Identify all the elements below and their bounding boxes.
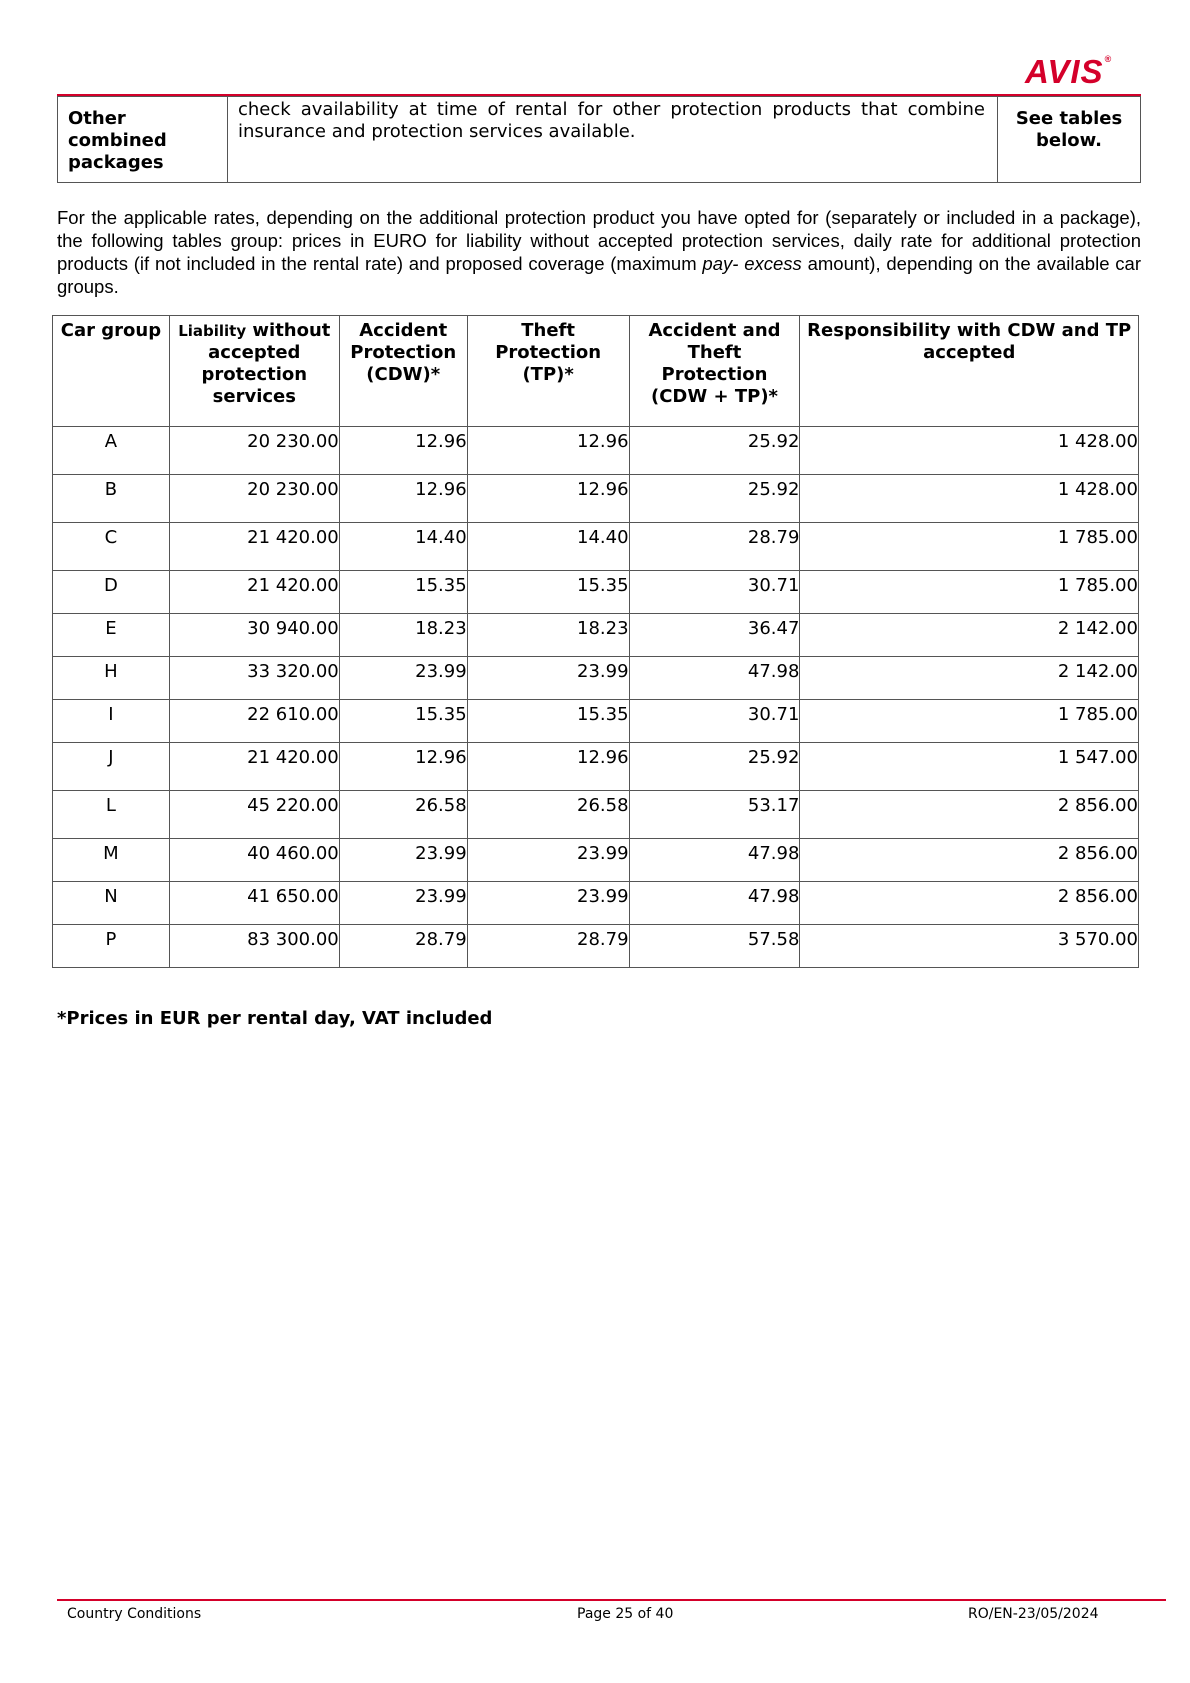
table-row [53,657,1139,700]
cdw-tp-cell: 47.98 [629,657,800,700]
package-row [58,97,1141,183]
cdw-cell: 23.99 [339,882,467,925]
logo-text: AVIS [1025,53,1104,90]
responsibility-cell: 2 142.00 [800,614,1139,657]
cdw-cell: 15.35 [339,700,467,743]
table-row [53,427,1139,475]
avis-logo [1025,55,1112,88]
package-reference: See tables below. [998,97,1141,183]
responsibility-cell: 2 142.00 [800,657,1139,700]
intro-paragraph [57,206,1141,298]
car-group-cell: H [53,657,170,700]
tp-cell: 23.99 [467,657,629,700]
intro-text-1: For the applicable rates, depending on the additional protection product you have opted for (separately or included in a package), the following tables group: prices in EURO for liability without accepted protection services, daily rate for additional protection products (if not included in the rental rate) and proposed coverage (maximum [57,207,1141,274]
rates-header-row [53,316,1139,427]
liability-cell: 45 220.00 [169,791,339,839]
cdw-tp-cell: 25.92 [629,427,800,475]
liability-cell: 21 420.00 [169,743,339,791]
cdw-tp-cell: 30.71 [629,571,800,614]
liability-cell: 41 650.00 [169,882,339,925]
table-row [53,614,1139,657]
responsibility-cell: 3 570.00 [800,925,1139,968]
header-liability-rest: without accepted protection services [201,320,331,407]
tp-cell: 15.35 [467,700,629,743]
header-cdw: Accident Protection (CDW)* [339,316,467,427]
tp-cell: 12.96 [467,475,629,523]
liability-cell: 20 230.00 [169,427,339,475]
table-row [53,571,1139,614]
car-group-cell: M [53,839,170,882]
tp-cell: 28.79 [467,925,629,968]
responsibility-cell: 1 428.00 [800,475,1139,523]
cdw-tp-cell: 30.71 [629,700,800,743]
responsibility-cell: 2 856.00 [800,882,1139,925]
cdw-cell: 12.96 [339,427,467,475]
table-row [53,700,1139,743]
footer-version: RO/EN-23/05/2024 [968,1606,1099,1622]
header-car-group: Car group [53,316,170,427]
tp-cell: 26.58 [467,791,629,839]
header-responsibility: Responsibility with CDW and TP accepted [800,316,1139,427]
rates-table [52,315,1139,968]
header-tp: Theft Protection (TP)* [467,316,629,427]
liability-cell: 83 300.00 [169,925,339,968]
tp-cell: 23.99 [467,839,629,882]
responsibility-cell: 2 856.00 [800,791,1139,839]
cdw-tp-cell: 25.92 [629,743,800,791]
cdw-tp-cell: 28.79 [629,523,800,571]
cdw-cell: 18.23 [339,614,467,657]
cdw-tp-cell: 57.58 [629,925,800,968]
tp-cell: 14.40 [467,523,629,571]
responsibility-cell: 2 856.00 [800,839,1139,882]
cdw-tp-cell: 47.98 [629,839,800,882]
cdw-cell: 12.96 [339,743,467,791]
car-group-cell: B [53,475,170,523]
car-group-cell: D [53,571,170,614]
liability-cell: 20 230.00 [169,475,339,523]
responsibility-cell: 1 547.00 [800,743,1139,791]
cdw-cell: 14.40 [339,523,467,571]
header-liability-small: Liability [178,322,247,340]
cdw-cell: 12.96 [339,475,467,523]
cdw-cell: 23.99 [339,839,467,882]
cdw-tp-cell: 53.17 [629,791,800,839]
cdw-tp-cell: 47.98 [629,882,800,925]
package-description: check availability at time of rental for other protection products that combine insurance and protection services available. [228,97,998,183]
liability-cell: 22 610.00 [169,700,339,743]
car-group-cell: I [53,700,170,743]
header-liability [169,316,339,427]
cdw-tp-cell: 25.92 [629,475,800,523]
car-group-cell: A [53,427,170,475]
liability-cell: 40 460.00 [169,839,339,882]
tp-cell: 18.23 [467,614,629,657]
intro-text-2: amount), depending on the available car groups. [57,253,1141,297]
liability-cell: 21 420.00 [169,523,339,571]
table-row [53,791,1139,839]
table-row [53,523,1139,571]
header-cdw-tp: Accident and Theft Protection (CDW + TP)* [629,316,800,427]
cdw-tp-cell: 36.47 [629,614,800,657]
car-group-cell: N [53,882,170,925]
car-group-cell: P [53,925,170,968]
packages-table [57,96,1141,183]
responsibility-cell: 1 785.00 [800,523,1139,571]
table-row [53,475,1139,523]
responsibility-cell: 1 785.00 [800,571,1139,614]
responsibility-cell: 1 785.00 [800,700,1139,743]
table-row [53,743,1139,791]
table-row [53,882,1139,925]
rates-footnote: *Prices in EUR per rental day, VAT included [57,1008,493,1029]
liability-cell: 33 320.00 [169,657,339,700]
cdw-cell: 28.79 [339,925,467,968]
footer-left: Country Conditions [67,1606,202,1622]
tp-cell: 23.99 [467,882,629,925]
cdw-cell: 15.35 [339,571,467,614]
tp-cell: 15.35 [467,571,629,614]
footer-rule [57,1599,1166,1601]
intro-italic: pay- excess [702,253,802,274]
registered-mark: ® [1104,54,1113,64]
liability-cell: 21 420.00 [169,571,339,614]
liability-cell: 30 940.00 [169,614,339,657]
car-group-cell: E [53,614,170,657]
rates-body [53,427,1139,968]
car-group-cell: J [53,743,170,791]
cdw-cell: 26.58 [339,791,467,839]
tp-cell: 12.96 [467,743,629,791]
cdw-cell: 23.99 [339,657,467,700]
table-row [53,925,1139,968]
package-label: Other combined packages [58,97,228,183]
footer-page-number: Page 25 of 40 [577,1606,674,1622]
car-group-cell: L [53,791,170,839]
responsibility-cell: 1 428.00 [800,427,1139,475]
car-group-cell: C [53,523,170,571]
tp-cell: 12.96 [467,427,629,475]
table-row [53,839,1139,882]
